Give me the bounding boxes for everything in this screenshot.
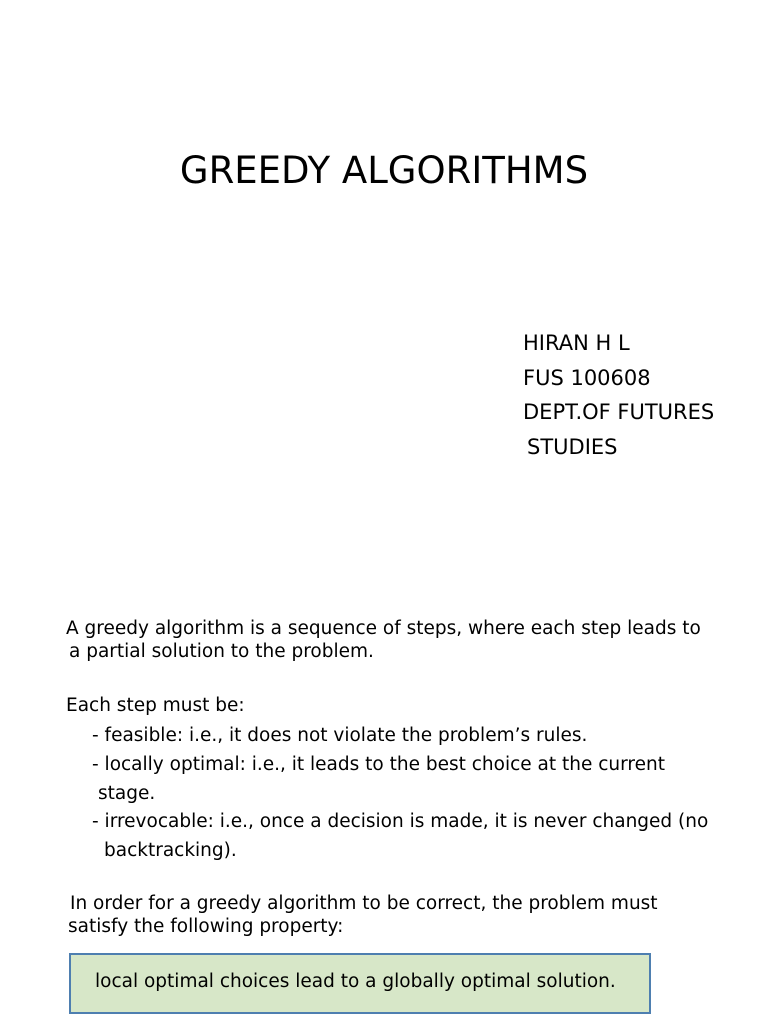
steps-heading: Each step must be: bbox=[66, 695, 245, 716]
slide-title: GREEDY ALGORITHMS bbox=[179, 149, 589, 192]
author-id: FUS 100608 bbox=[523, 365, 651, 390]
step-locally-optimal-continued: stage. bbox=[98, 782, 156, 804]
step-irrevocable-continued: backtracking). bbox=[104, 840, 237, 862]
highlight-text: local optimal choices lead to a globally optimal solution. bbox=[95, 971, 616, 992]
intro-paragraph bbox=[66, 617, 701, 663]
property-line-1: In order for a greedy algorithm to be correct, the problem must bbox=[70, 893, 658, 914]
author-name: HIRAN H L bbox=[523, 331, 630, 355]
step-feasible: - feasible: i.e., it does not violate the problem’s rules. bbox=[92, 725, 588, 746]
step-irrevocable: - irrevocable: i.e., once a decision is made, it is never changed (no bbox=[92, 811, 709, 833]
steps-list bbox=[92, 722, 708, 866]
author-dept-line-2: STUDIES bbox=[527, 434, 618, 459]
intro-line-2: a partial solution to the problem. bbox=[69, 641, 374, 662]
step-locally-optimal: - locally optimal: i.e., it leads to the best choice at the current bbox=[92, 753, 665, 775]
intro-line-1: A greedy algorithm is a sequence of steps, where each step leads to bbox=[66, 618, 701, 639]
highlight-box bbox=[69, 953, 651, 1014]
property-line-2: satisfy the following property: bbox=[68, 916, 344, 937]
property-paragraph bbox=[70, 892, 658, 938]
author-dept-line-1: DEPT.OF FUTURES bbox=[523, 400, 715, 424]
author-block bbox=[523, 326, 714, 464]
